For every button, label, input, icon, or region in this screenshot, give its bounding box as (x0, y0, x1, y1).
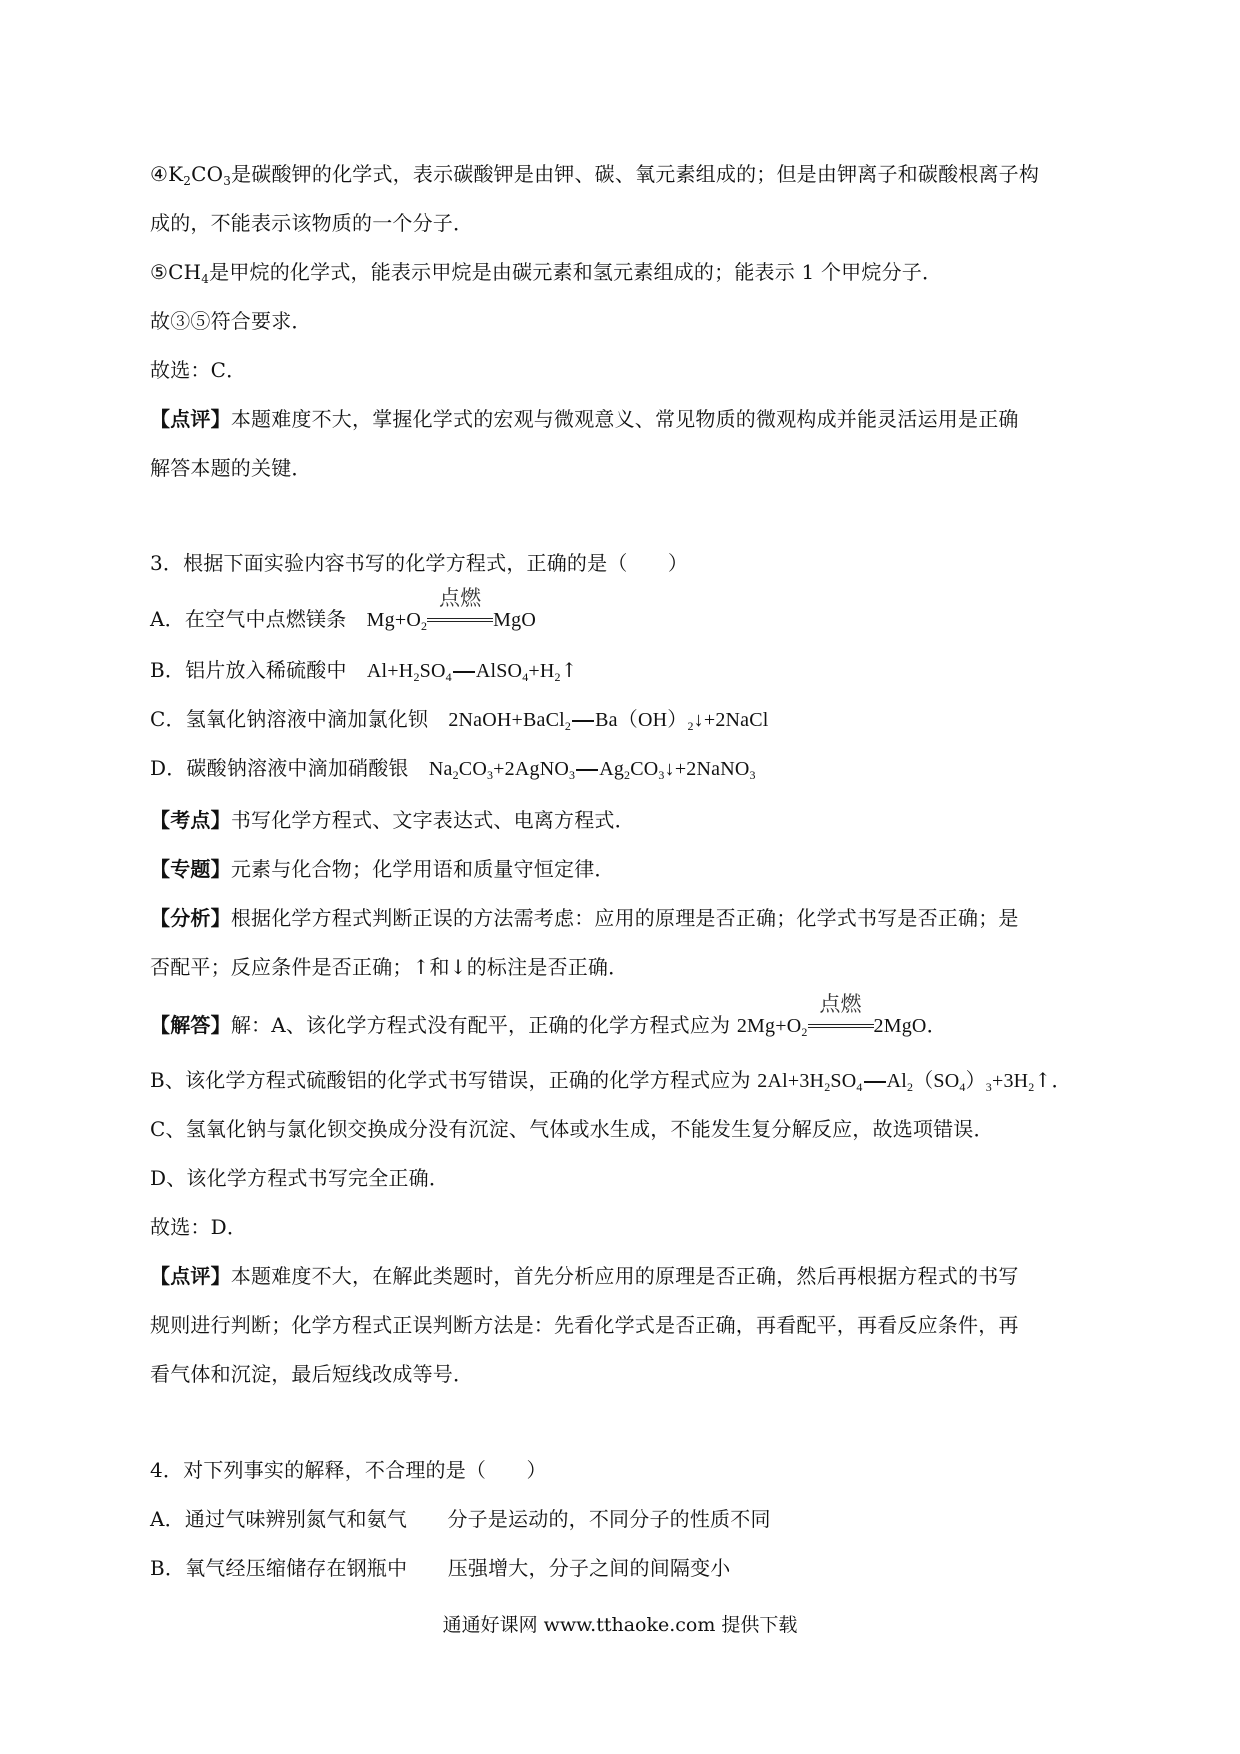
option-a: A．在空气中点燃镁条 $Mg+O_2$ 点燃 MgO (150, 586, 536, 633)
option-d: D．碳酸钠溶液中滴加硝酸银 $Na_2CO_3+2AgNO_3$ $Ag_2CO_3↓+2NaNO_3$ (150, 756, 756, 782)
option-c: C．氢氧化钠溶液中滴加氯化钡 2NaOH+BaCl$_2$ $Ba(OH)_2↓+2NaCl$ (150, 707, 769, 733)
question-3: 3．根据下面实验内容书写的化学方程式，正确的是（ ） (150, 551, 689, 575)
text-line: 成的，不能表示该物质的一个分子． (150, 211, 474, 235)
equation-condition-mark: 点燃 (808, 1012, 874, 1040)
equation-condition-mark: 点燃 (427, 606, 493, 634)
comment-tag: 【点评】 (150, 407, 231, 431)
option-a: A．通过气味辨别氮气和氨气 分子是运动的，不同分子的性质不同 (150, 1507, 771, 1531)
option-b: B．铝片放入稀硫酸中 $Al+H_2SO_4$ $AlSO_4+H_2↑$ (150, 658, 578, 684)
reaction-dash (576, 769, 598, 771)
fenxi-line: 【分析】根据化学方程式判断正误的方法需考虑：应用的原理是否正确；化学式书写是否正确；是 (150, 906, 1019, 930)
question-4: 4．对下列事实的解释，不合理的是（ ） (150, 1458, 547, 1482)
zhuanti-line: 【专题】元素与化合物；化学用语和质量守恒定律． (150, 857, 615, 881)
comment-line: 【点评】本题难度不大，掌握化学式的宏观与微观意义、常见物质的微观构成并能灵活运用是正确 (150, 407, 1019, 431)
answer-line: 故选：C． (150, 358, 247, 382)
text-line: $④K_2CO_3$是碳酸钾的化学式，表示碳酸钾是由钾、碳、氧元素组成的；但是由钾离子和碳酸根离子构 (150, 162, 1040, 188)
text-line: 故③⑤符合要求． (150, 309, 312, 333)
text-line: 解答本题的关键． (150, 456, 312, 480)
text-line: 否配平；反应条件是否正确；↑和↓的标注是否正确． (150, 955, 629, 979)
jieda-line: 【解答】解：A、该化学方程式没有配平，正确的化学方程式应为 $2Mg+O_2$ 点燃 2MgO． (150, 992, 947, 1039)
answer-line: 故选：D． (150, 1215, 248, 1239)
text-line: 看气体和沉淀，最后短线改成等号． (150, 1362, 474, 1386)
kaodian-line: 【考点】书写化学方程式、文字表达式、电离方程式． (150, 808, 635, 832)
reaction-dash (572, 720, 594, 722)
comment-line: 【点评】本题难度不大，在解此类题时，首先分析应用的原理是否正确，然后再根据方程式的书写 (150, 1264, 1019, 1288)
text-line: 规则进行判断；化学方程式正误判断方法是：先看化学式是否正确，再看配平，再看反应条件，再 (150, 1313, 1019, 1337)
reaction-dash (453, 671, 475, 673)
text-line: C、氢氧化钠与氯化钡交换成分没有沉淀、气体或水生成，不能发生复分解反应，故选项错误． (150, 1117, 994, 1141)
option-b: B．氧气经压缩储存在钢瓶中 压强增大，分子之间的间隔变小 (150, 1556, 731, 1580)
text-line: B、该化学方程式硫酸铝的化学式书写错误，正确的化学方程式应为 $2Al+3H_2SO_4$ $Al_2(SO_4)_3+3H_2↑$． (150, 1068, 1072, 1094)
reaction-dash (864, 1081, 886, 1083)
page-footer: 通通好课网 www.tthaoke.com 提供下载 (442, 1614, 798, 1636)
text-line: D、该化学方程式书写完全正确． (150, 1166, 450, 1190)
text-line: $⑤CH_4$是甲烷的化学式，能表示甲烷是由碳元素和氢元素组成的；能表示 1 个甲烷分子． (150, 260, 943, 286)
